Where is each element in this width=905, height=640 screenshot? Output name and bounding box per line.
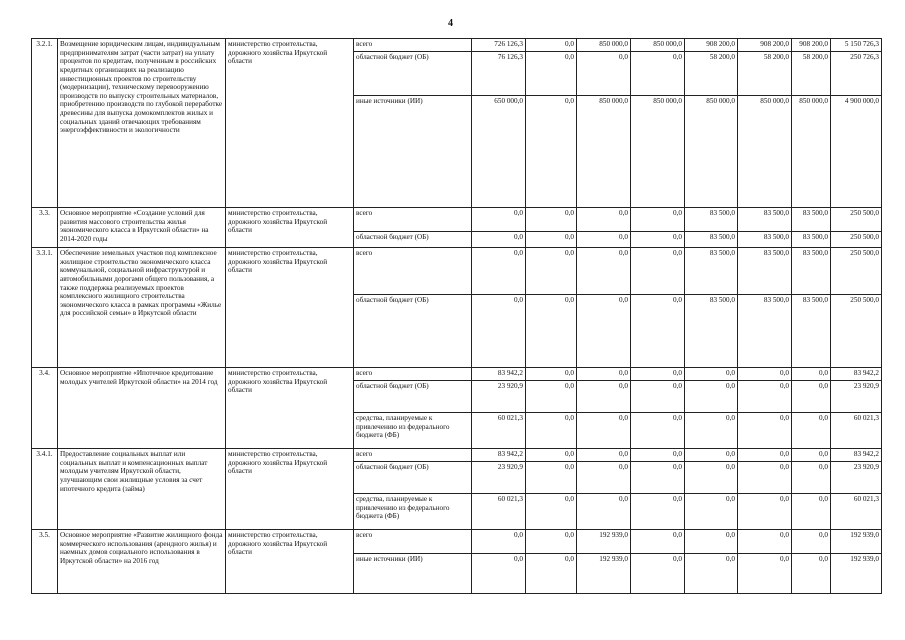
amount-value: 0,0 [577, 449, 631, 462]
amount-value: 908 200,0 [792, 39, 831, 52]
amount-value: 0,0 [526, 96, 577, 208]
amount-value: 0,0 [526, 494, 577, 530]
funding-source: областной бюджет (ОБ) [354, 232, 472, 248]
amount-value: 0,0 [577, 413, 631, 449]
total-value: 5 150 726,3 [831, 39, 882, 52]
measure-name: Обеспечение земельных участков под комплексное жилищное строительство экономического класса коммунальной, социальной инфраструктурой и автомобильными дорогами общего пользования, а также поддержка реализуемых проектов комплексного жилищного строительства экономического класса в рамках программы «Жилье для российской семьи» в Иркутской области [58, 248, 226, 368]
amount-value: 0,0 [526, 554, 577, 594]
amount-value: 83 500,0 [685, 295, 738, 368]
amount-value: 83 500,0 [685, 208, 738, 232]
section-code: 3.3. [32, 208, 58, 248]
amount-value: 850 000,0 [577, 39, 631, 52]
total-value: 60 021,3 [831, 413, 882, 449]
amount-value: 0,0 [738, 368, 792, 381]
amount-value: 850 000,0 [792, 96, 831, 208]
total-value: 250 726,3 [831, 52, 882, 96]
amount-value: 0,0 [792, 413, 831, 449]
executor: министерство строительства, дорожного хозяйства Иркутской области [226, 449, 354, 530]
amount-value: 83 942,2 [472, 368, 526, 381]
executor: министерство строительства, дорожного хозяйства Иркутской области [226, 368, 354, 449]
measure-name: Предоставление социальных выплат или социальных выплат и компенсационных выплат молодым учителям Иркутской области, улучшающим свои жилищные условия за счет ипотечного кредита (займа) [58, 449, 226, 530]
amount-value: 0,0 [738, 554, 792, 594]
amount-value: 0,0 [631, 295, 685, 368]
amount-value: 83 500,0 [738, 295, 792, 368]
amount-value: 0,0 [526, 368, 577, 381]
amount-value: 0,0 [577, 52, 631, 96]
amount-value: 83 500,0 [792, 232, 831, 248]
amount-value: 0,0 [792, 462, 831, 494]
amount-value: 650 000,0 [472, 96, 526, 208]
amount-value: 192 939,0 [577, 554, 631, 594]
amount-value: 58 200,0 [685, 52, 738, 96]
amount-value: 0,0 [526, 449, 577, 462]
funding-source: областной бюджет (ОБ) [354, 52, 472, 96]
total-value: 23 920,9 [831, 381, 882, 413]
funding-source: всего [354, 248, 472, 295]
amount-value: 0,0 [685, 462, 738, 494]
budget-table-body [32, 39, 882, 594]
funding-source: всего [354, 449, 472, 462]
amount-value: 0,0 [738, 413, 792, 449]
funding-source: средства, планируемые к привлечению из федерального бюджета (ФБ) [354, 413, 472, 449]
amount-value: 60 021,3 [472, 413, 526, 449]
amount-value: 83 500,0 [685, 232, 738, 248]
amount-value: 0,0 [526, 208, 577, 232]
table-row [32, 530, 882, 554]
amount-value: 0,0 [577, 232, 631, 248]
amount-value: 0,0 [526, 462, 577, 494]
amount-value: 0,0 [472, 248, 526, 295]
budget-table [31, 38, 882, 594]
amount-value: 83 500,0 [792, 248, 831, 295]
total-value: 83 942,2 [831, 368, 882, 381]
amount-value: 0,0 [685, 368, 738, 381]
amount-value: 0,0 [472, 554, 526, 594]
amount-value: 850 000,0 [577, 96, 631, 208]
section-code: 3.5. [32, 530, 58, 594]
total-value: 60 021,3 [831, 494, 882, 530]
amount-value: 0,0 [631, 494, 685, 530]
amount-value: 0,0 [685, 554, 738, 594]
amount-value: 0,0 [792, 530, 831, 554]
amount-value: 0,0 [792, 494, 831, 530]
funding-source: всего [354, 368, 472, 381]
amount-value: 0,0 [526, 530, 577, 554]
amount-value: 23 920,9 [472, 381, 526, 413]
amount-value: 192 939,0 [577, 530, 631, 554]
total-value: 4 900 000,0 [831, 96, 882, 208]
funding-source: всего [354, 39, 472, 52]
amount-value: 58 200,0 [792, 52, 831, 96]
amount-value: 0,0 [631, 413, 685, 449]
amount-value: 76 126,3 [472, 52, 526, 96]
amount-value: 0,0 [631, 208, 685, 232]
section-code: 3.4.1. [32, 449, 58, 530]
amount-value: 0,0 [526, 232, 577, 248]
section-code: 3.3.1. [32, 248, 58, 368]
amount-value: 850 000,0 [685, 96, 738, 208]
amount-value: 0,0 [738, 494, 792, 530]
amount-value: 0,0 [631, 232, 685, 248]
amount-value: 0,0 [526, 52, 577, 96]
amount-value: 0,0 [526, 248, 577, 295]
amount-value: 83 500,0 [792, 295, 831, 368]
amount-value: 0,0 [738, 530, 792, 554]
total-value: 250 500,0 [831, 208, 882, 232]
amount-value: 0,0 [792, 449, 831, 462]
amount-value: 726 126,3 [472, 39, 526, 52]
funding-source: областной бюджет (ОБ) [354, 462, 472, 494]
amount-value: 0,0 [577, 462, 631, 494]
amount-value: 850 000,0 [738, 96, 792, 208]
amount-value: 60 021,3 [472, 494, 526, 530]
total-value: 250 500,0 [831, 232, 882, 248]
amount-value: 0,0 [631, 248, 685, 295]
table-row [32, 368, 882, 381]
total-value: 192 939,0 [831, 554, 882, 594]
amount-value: 0,0 [472, 208, 526, 232]
amount-value: 0,0 [685, 381, 738, 413]
amount-value: 0,0 [792, 554, 831, 594]
executor: министерство строительства, дорожного хозяйства Иркутской области [226, 208, 354, 248]
amount-value: 83 500,0 [738, 208, 792, 232]
amount-value: 0,0 [472, 530, 526, 554]
funding-source: всего [354, 530, 472, 554]
amount-value: 908 200,0 [738, 39, 792, 52]
amount-value: 908 200,0 [685, 39, 738, 52]
table-row [32, 449, 882, 462]
amount-value: 850 000,0 [631, 96, 685, 208]
executor: министерство строительства, дорожного хозяйства Иркутской области [226, 248, 354, 368]
section-code: 3.4. [32, 368, 58, 449]
amount-value: 0,0 [685, 530, 738, 554]
measure-name: Основное мероприятие «Развитие жилищного фонда коммерческого использования (арендного жилья) и наемных домов социального использования в Иркутской области» на 2016 год [58, 530, 226, 594]
amount-value: 0,0 [631, 554, 685, 594]
amount-value: 83 942,2 [472, 449, 526, 462]
amount-value: 0,0 [738, 381, 792, 413]
table-row [32, 208, 882, 232]
amount-value: 0,0 [631, 530, 685, 554]
amount-value: 0,0 [738, 449, 792, 462]
amount-value: 83 500,0 [738, 232, 792, 248]
executor: министерство строительства, дорожного хозяйства Иркутской области [226, 39, 354, 208]
amount-value: 0,0 [577, 208, 631, 232]
amount-value: 0,0 [631, 381, 685, 413]
executor: министерство строительства, дорожного хозяйства Иркутской области [226, 530, 354, 594]
amount-value: 0,0 [631, 449, 685, 462]
amount-value: 0,0 [631, 52, 685, 96]
amount-value: 0,0 [472, 295, 526, 368]
amount-value: 0,0 [526, 39, 577, 52]
amount-value: 23 920,9 [472, 462, 526, 494]
amount-value: 0,0 [577, 295, 631, 368]
funding-source: средства, планируемые к привлечению из федерального бюджета (ФБ) [354, 494, 472, 530]
amount-value: 0,0 [577, 248, 631, 295]
measure-name: Основное мероприятие «Создание условий для развития массового строительства жилья экономического класса в Иркутской области» на 2014-2020 годы [58, 208, 226, 248]
section-code: 3.2.1. [32, 39, 58, 208]
amount-value: 850 000,0 [631, 39, 685, 52]
amount-value: 0,0 [792, 368, 831, 381]
amount-value: 0,0 [685, 449, 738, 462]
amount-value: 0,0 [738, 462, 792, 494]
amount-value: 0,0 [792, 381, 831, 413]
amount-value: 0,0 [526, 413, 577, 449]
funding-source: областной бюджет (ОБ) [354, 295, 472, 368]
amount-value: 0,0 [577, 368, 631, 381]
funding-source: иные источники (ИИ) [354, 554, 472, 594]
total-value: 83 942,2 [831, 449, 882, 462]
total-value: 192 939,0 [831, 530, 882, 554]
amount-value: 0,0 [577, 381, 631, 413]
amount-value: 58 200,0 [738, 52, 792, 96]
amount-value: 83 500,0 [738, 248, 792, 295]
amount-value: 0,0 [526, 295, 577, 368]
page-number: 4 [448, 18, 453, 29]
funding-source: иные источники (ИИ) [354, 96, 472, 208]
measure-name: Основное мероприятие «Ипотечное кредитование молодых учителей Иркутской области» на 2014 год [58, 368, 226, 449]
amount-value: 0,0 [685, 413, 738, 449]
total-value: 250 500,0 [831, 248, 882, 295]
table-row [32, 248, 882, 295]
amount-value: 0,0 [685, 494, 738, 530]
total-value: 23 920,9 [831, 462, 882, 494]
measure-name: Возмещение юридическим лицам, индивидуальным предпринимателям затрат (части затрат) на уплату процентов по кредитам, полученным в российских кредитных организациях на реализацию инвестиционных проектов по строительству (модернизации), техническому перевооружению производств по выпуску строительных материалов, приобретению производств по глубокой переработке древесины для выпуска домокомплектов жилых и социальных зданий отвечающих требованиям энергоэффективности и экологичности [58, 39, 226, 208]
amount-value: 0,0 [526, 381, 577, 413]
table-row [32, 39, 882, 52]
amount-value: 0,0 [631, 462, 685, 494]
amount-value: 83 500,0 [792, 208, 831, 232]
funding-source: всего [354, 208, 472, 232]
amount-value: 0,0 [577, 494, 631, 530]
total-value: 250 500,0 [831, 295, 882, 368]
amount-value: 0,0 [472, 232, 526, 248]
funding-source: областной бюджет (ОБ) [354, 381, 472, 413]
amount-value: 0,0 [631, 368, 685, 381]
amount-value: 83 500,0 [685, 248, 738, 295]
